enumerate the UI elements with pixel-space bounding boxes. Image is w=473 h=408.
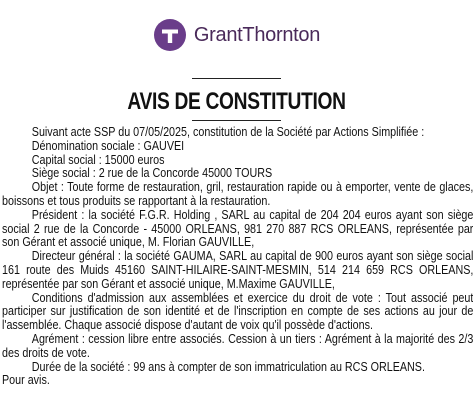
notice-body <box>2 125 473 387</box>
paragraph-approval: Agrément : cession libre entre associés. Cession à un tiers : Agrément à la majorité des 2/3 des droits de vote. <box>2 330 473 360</box>
paragraph-company-name: Dénomination sociale : GAUVEI <box>31 137 185 153</box>
paragraph-president: Président : la société F.G.R. Holding , SARL au capital de 204 204 euros ayant son siège social 2 rue de la Concorde - 45000 ORLEANS, 981 270 887 RCS ORLEANS, représentée par son Gérant et associé unique, M. Florian GAUVILLE, <box>2 206 473 250</box>
notice-title: AVIS DE CONSTITUTION <box>127 88 346 115</box>
paragraph-deed: Suivant acte SSP du 07/05/2025, constitution de la Société par Actions Simplifiée : <box>31 124 425 139</box>
paragraph-registered-office: Siège social : 2 rue de la Concorde 45000 TOURS <box>31 165 273 181</box>
paragraph-purpose: Objet : Toute forme de restauration, gril, restauration rapide ou à emporter, vente de glaces, boissons et tous produits se rapportant à la restauration. <box>2 179 473 208</box>
title-top-rule <box>192 78 281 79</box>
title-bottom-rule <box>192 120 281 121</box>
grant-thornton-logo <box>0 17 473 53</box>
paragraph-duration: Durée de la société : 99 ans à compter de son immatriculation au RCS ORLEANS. <box>31 358 425 374</box>
paragraph-closing: Pour avis. <box>2 372 50 388</box>
logo-wordmark: GrantThornton <box>193 23 321 46</box>
paragraph-meeting-conditions: Conditions d'admission aux assemblées et exercice du droit de vote : Tout associé peut participer sur justification de son identité et de l'inscription en compte de ses actions au jour de l'assemblée. Chaque associé dispose d'autant de voix qu'il possède d'actions. <box>2 289 473 333</box>
grant-thornton-logo-icon <box>153 18 187 52</box>
paragraph-general-director: Directeur général : la société GAUMA, SARL au capital de 900 euros ayant son siège social 161 route des Muids 45160 SAINT-HILAIRE-SAINT-MESMIN, 514 214 659 RCS ORLEANS, représentée par son Gérant et associé unique, M.Maxime GAUVILLE, <box>2 248 473 291</box>
paragraph-share-capital: Capital social : 15000 euros <box>31 151 165 167</box>
